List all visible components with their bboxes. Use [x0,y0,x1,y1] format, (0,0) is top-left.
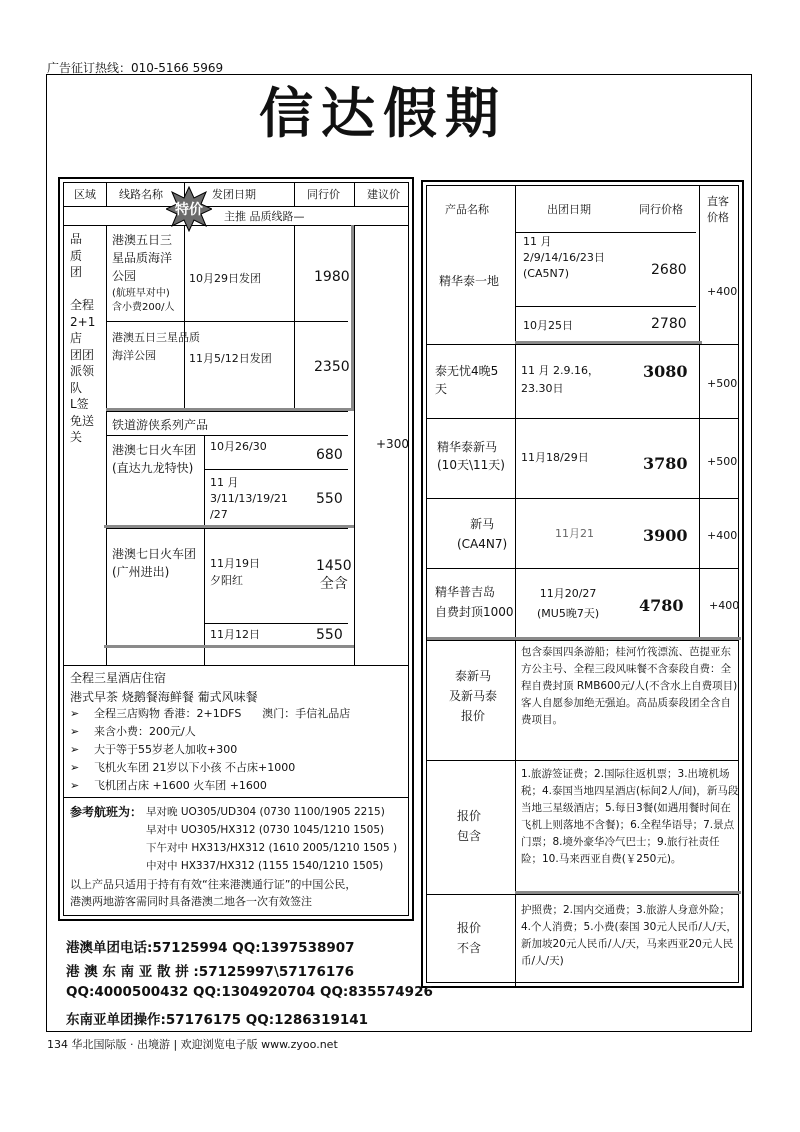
price: 2350 [314,359,350,375]
flights-label: 参考航班为： [70,805,143,819]
flight-line: 中对中 HX337/HX312 (1155 1540/1210 1505) [146,860,384,872]
bullet-icon: ➢ [70,743,80,756]
bullet-text: 全程三店购物 香港：2+1DFS 澳门：手信礼品店 [94,707,351,720]
suggested-price: +300 [376,437,409,451]
bullet-text: 飞机团占床 +1600 火车团 +1600 [94,779,267,792]
flight-line: 早对中 UO305/HX312 (0730 1045/1210 1505) [146,824,385,836]
trade-price: 2780 [651,316,687,332]
retail-price: +400 [709,599,740,612]
info-text: 1.旅游签证费；2.国际往返机票；3.出境机场税；4.泰国当地四星酒店(标间2人/间)，新马段当地三星级酒店；5.每日3餐(如遇用餐时间在飞机上则落地不含餐)；6.全程华语导；7.景点门票；8.境外豪华冷气巴士；9.旅行社责任险；10.马来西亚自费(￥250元)。 [521,768,739,865]
bullet-text: 来含小费：200元/人 [94,725,196,738]
price: 550 [316,491,343,507]
depart-date: 11月21 [555,527,594,540]
info-text: 包含泰国四条游船；桂河竹筏漂流、芭提亚东方公主号、全程三段风味餐不含泰段自费：全程自费封顶 RMB600元/人(不含水上自费项目)客人自愿参加绝无强迫。高品质泰段团全含自费项目。 [521,646,738,726]
page-footer: 134 华北国际版 · 出境游 | 欢迎浏览电子版 www.zyoo.net [47,1038,338,1051]
info-label: 报价 包含 [457,809,482,843]
retail-price: +400 [707,285,738,298]
col-product: 产品名称 [445,203,489,216]
col-price: 同行价 [307,188,340,201]
price: 1980 [314,269,350,285]
depart-date: 11月12日 [210,628,260,641]
col-depart: 出团日期 [547,203,591,216]
col-retail: 直客 价格 [707,195,729,224]
price: 1450 全含 [316,558,352,592]
route-name: 港澳七日火车团(广州进出) [112,547,197,579]
trade-price: 4780 [639,596,684,615]
product-name: 精华泰新马 (10天\11天) [437,440,505,472]
col-trade-price: 同行价格 [639,203,683,216]
notes-title: 全程三星酒店住宿 [70,671,167,685]
trade-price: 3780 [643,454,688,473]
bullet-icon: ➢ [70,761,80,774]
trade-price: 3900 [643,526,688,545]
route-name: 港澳七日火车团(直达九龙特快) [112,443,197,475]
depart-date: 11月18/29日 [521,451,589,464]
col-route: 线路名称 [119,188,163,201]
bullet-text: 大于等于55岁老人加收+300 [94,743,238,756]
hk-macau-table [58,177,414,921]
col-region: 区域 [74,188,96,201]
col-date: 发团日期 [212,188,256,201]
col-suggested: 建议价 [367,188,400,201]
bullet-icon: ➢ [70,725,80,738]
southeast-asia-table [421,180,744,988]
contact-line: 港 澳 东 南 亚 散 拼 :57125997\57176176 [66,964,355,980]
retail-price: +500 [707,455,738,468]
info-label: 报价 不含 [457,921,482,955]
depart-date: 10月29日发团 [189,272,261,285]
depart-date: 11 月 2.9.16， 23.30日 [521,364,599,395]
price: 550 [316,627,343,643]
depart-date: 10月26/30 [210,440,267,453]
retail-price: +500 [707,377,738,390]
contact-line: 港澳单团电话:57125994 QQ:1397538907 [66,940,355,956]
bullet-text: 飞机火车团 21岁以下小孩 不占床+1000 [94,761,296,774]
price: 680 [316,447,343,463]
trade-price: 2680 [651,262,687,278]
bullet-icon: ➢ [70,779,80,792]
contact-line: QQ:4000500432 QQ:1304920704 QQ:835574926 [66,984,433,1000]
product-name: 泰无忧4晚5 天 [435,364,499,396]
depart-date: 11月19日 夕阳红 [210,557,260,587]
depart-date: 10月25日 [523,319,573,332]
depart-date: 11月5/12日发团 [189,352,272,365]
ad-hotline: 广告征订热线：010-5166 5969 [47,61,224,75]
info-label: 泰新马 及新马泰 报价 [449,669,498,723]
special-offer-badge: 特价 [175,202,203,218]
trade-price: 3080 [643,362,688,381]
depart-date: 11月20/27 (MU5晚7天) [537,587,600,620]
notes-subtitle: 港式早茶 烧鹅餐海鲜餐 葡式风味餐 [70,690,258,704]
flight-line: 早对晚 UO305/UD304 (0730 1100/1905 2215) [146,806,385,818]
route-note: (航班早对中) 含小费200/人 [112,288,175,313]
product-name: 精华普吉岛 自费封顶1000 [435,585,514,619]
retail-price: +400 [707,529,738,542]
rail-series-title: 铁道游侠系列产品 [112,418,209,432]
disclaimer: 以上产品只适用于持有有效“往来港澳通行证”的中国公民， 港澳两地游客需同时具备港澳二地各一次有效签注 [70,878,357,908]
product-name: 新马 (CA4N7) [457,517,508,551]
contact-line: 东南亚单团操作:57176175 QQ:1286319141 [66,1012,369,1028]
depart-date: 11 月 3/11/13/19/21 /27 [210,476,288,521]
flight-line: 下午对中 HX313/HX312 (1610 2005/1210 1505 ) [146,842,398,854]
depart-date: 11 月 2/9/14/16/23日 (CA5N7) [523,235,605,280]
route-name: 港澳五日三星品质海洋公园 [112,233,173,283]
product-name: 精华泰一地 [439,274,500,288]
info-text: 护照费；2.国内交通费；3.旅游人身意外险；4.个人消费；5.小费(泰国 30元人民币/人/天，新加坡20元人民币/人/天，马来西亚20元人民币/人/天) [521,904,737,967]
region-label: 品 质 团 全程 2+1 店 团团 派领 队 L签 免送 关 [70,232,96,444]
brand-title: 信达假期 [259,81,507,145]
subheader: 主推 品质线路— [224,210,305,223]
bullet-icon: ➢ [70,707,80,720]
route-name: 港澳五日三星品质 海洋公园 [112,331,200,362]
